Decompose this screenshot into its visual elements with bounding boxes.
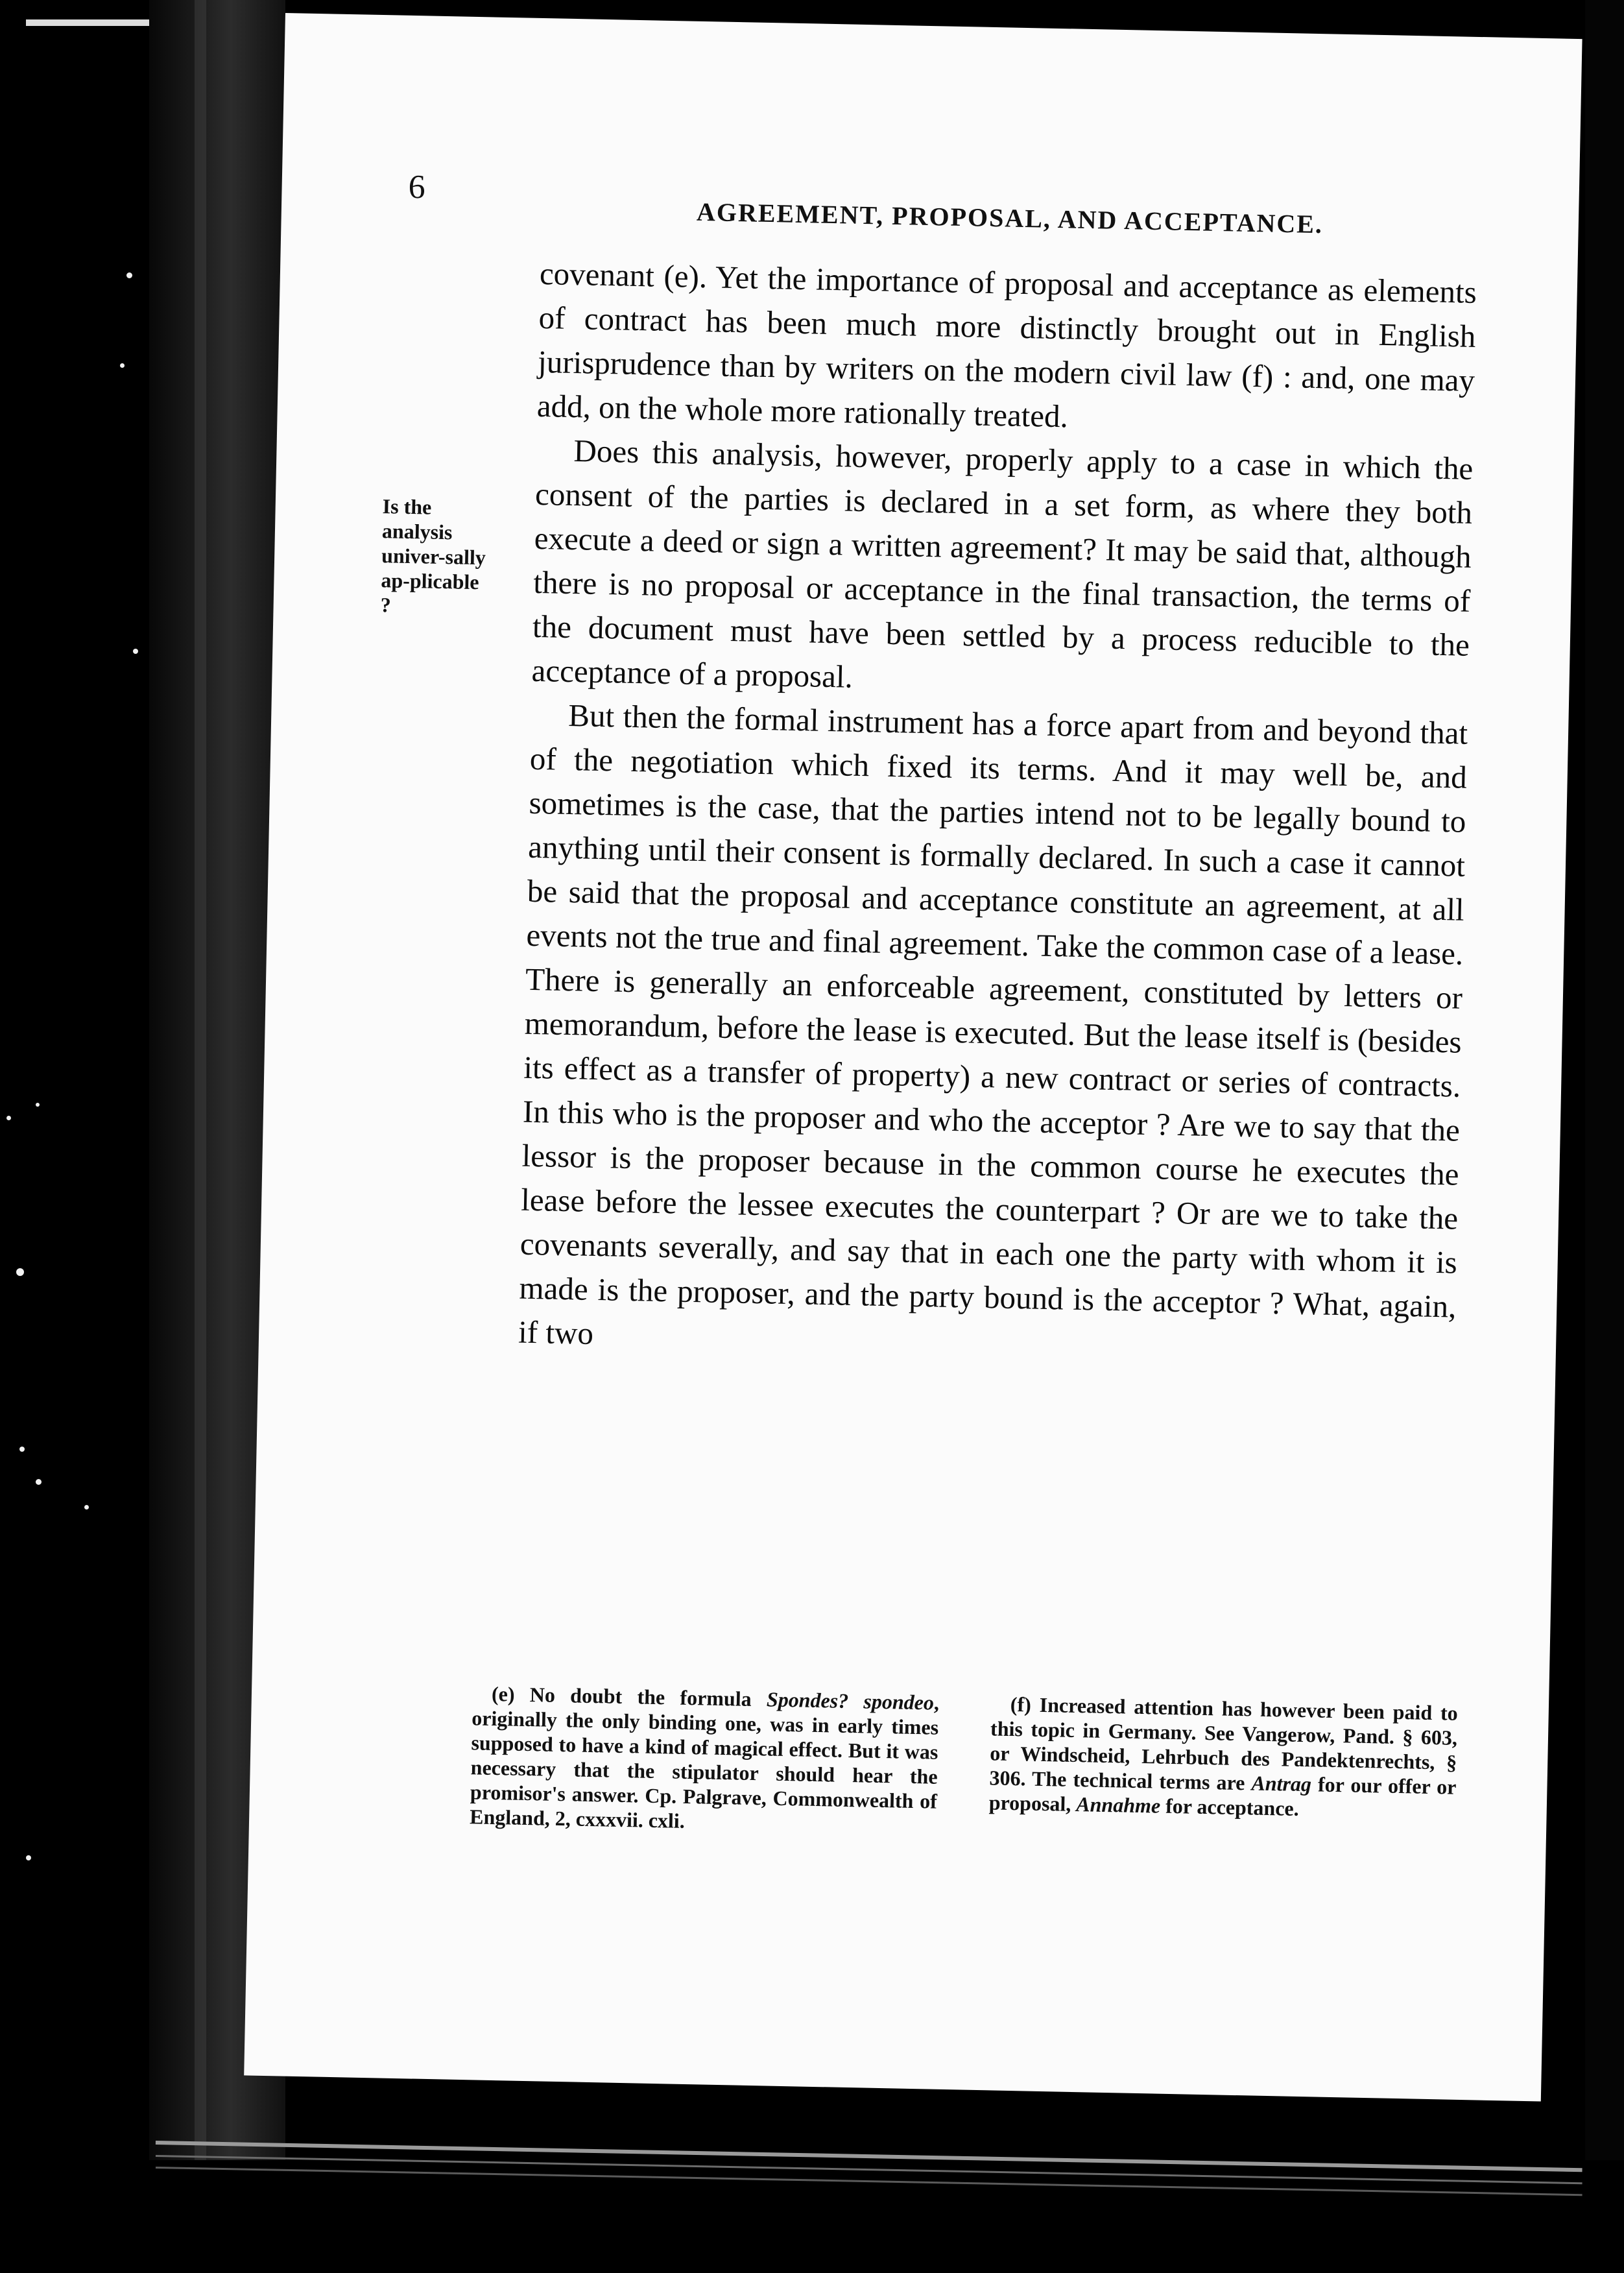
binding-streak xyxy=(195,0,206,2273)
page-number: 6 xyxy=(408,168,426,206)
body-text xyxy=(518,252,1477,1373)
scan-left-margin xyxy=(0,0,149,2273)
scan-right-edge xyxy=(1585,0,1624,2273)
book-page xyxy=(244,13,1582,2101)
running-head: AGREEMENT, PROPOSAL, AND ACCEPTANCE. xyxy=(696,197,1324,239)
marginal-note: Is the analysis univer-sally ap-plicable ? xyxy=(380,494,486,617)
footnote-f: (f) Increased attention has however been paid to this topic in Germany. See Vangerow, Pand. § 603, or Windscheid, Lehrbuch des Pandektenrechts, § 306. The technical terms are Antrag for our offer or proposal, Annahme for acceptance. xyxy=(988,1692,1459,1820)
footnotes xyxy=(470,1681,1458,1848)
paragraph: But then the formal instrument has a force apart from and beyond that of the negotiation which fixed its terms. And it may well be, and sometimes is the case, that the parties intend not to be legally bound to anything until their consent is formally declared. In such a case it cannot be said that the proposal and acceptance constitute an agreement, at all events not the true and final agreement. Take the common case of a lease. There is generally an enforceable agreement, constituted by letters or memorandum, before the lease is executed. But the lease itself is (besides its effect as a transfer of property) a new contract or series of contracts. In this who is the proposer and who the acceptor ? Are we to say that the lessor is the proposer because in the common course he executes the lease before the lessee executes the counterpart ? Or are we to take the covenants severally, and say that in each one the party with whom it is made is the proposer, and the party bound is the acceptor ? What, again, if two xyxy=(518,697,1468,1351)
paragraph: covenant (e). Yet the importance of proposal and acceptance as elements of contract has been much more distinctly brought out in English jurisprudence than by writers on the modern civil law (f) : and, one may add, on the whole more rationally treated. xyxy=(536,255,1477,435)
scan-bottom-edge xyxy=(149,2160,1624,2273)
footnote-e: (e) No doubt the formula Spondes? spondeo, originally the only binding one, was in early times supposed to have a kind of magical effect. But it was necessary that the stipulator should hear the promisor's answer. Cp. Palgrave, Commonwealth of England, 2, cxxxvii. cxli. xyxy=(469,1681,940,1833)
paragraph: Does this analysis, however, properly apply to a case in which the consent of the parties is declared in a set form, as where they both execute a deed or sign a written agreement? It may be said that, although there is no proposal or acceptance in the final transaction, the terms of the document must have been settled by a process reducible to the acceptance of a proposal. xyxy=(531,433,1474,695)
